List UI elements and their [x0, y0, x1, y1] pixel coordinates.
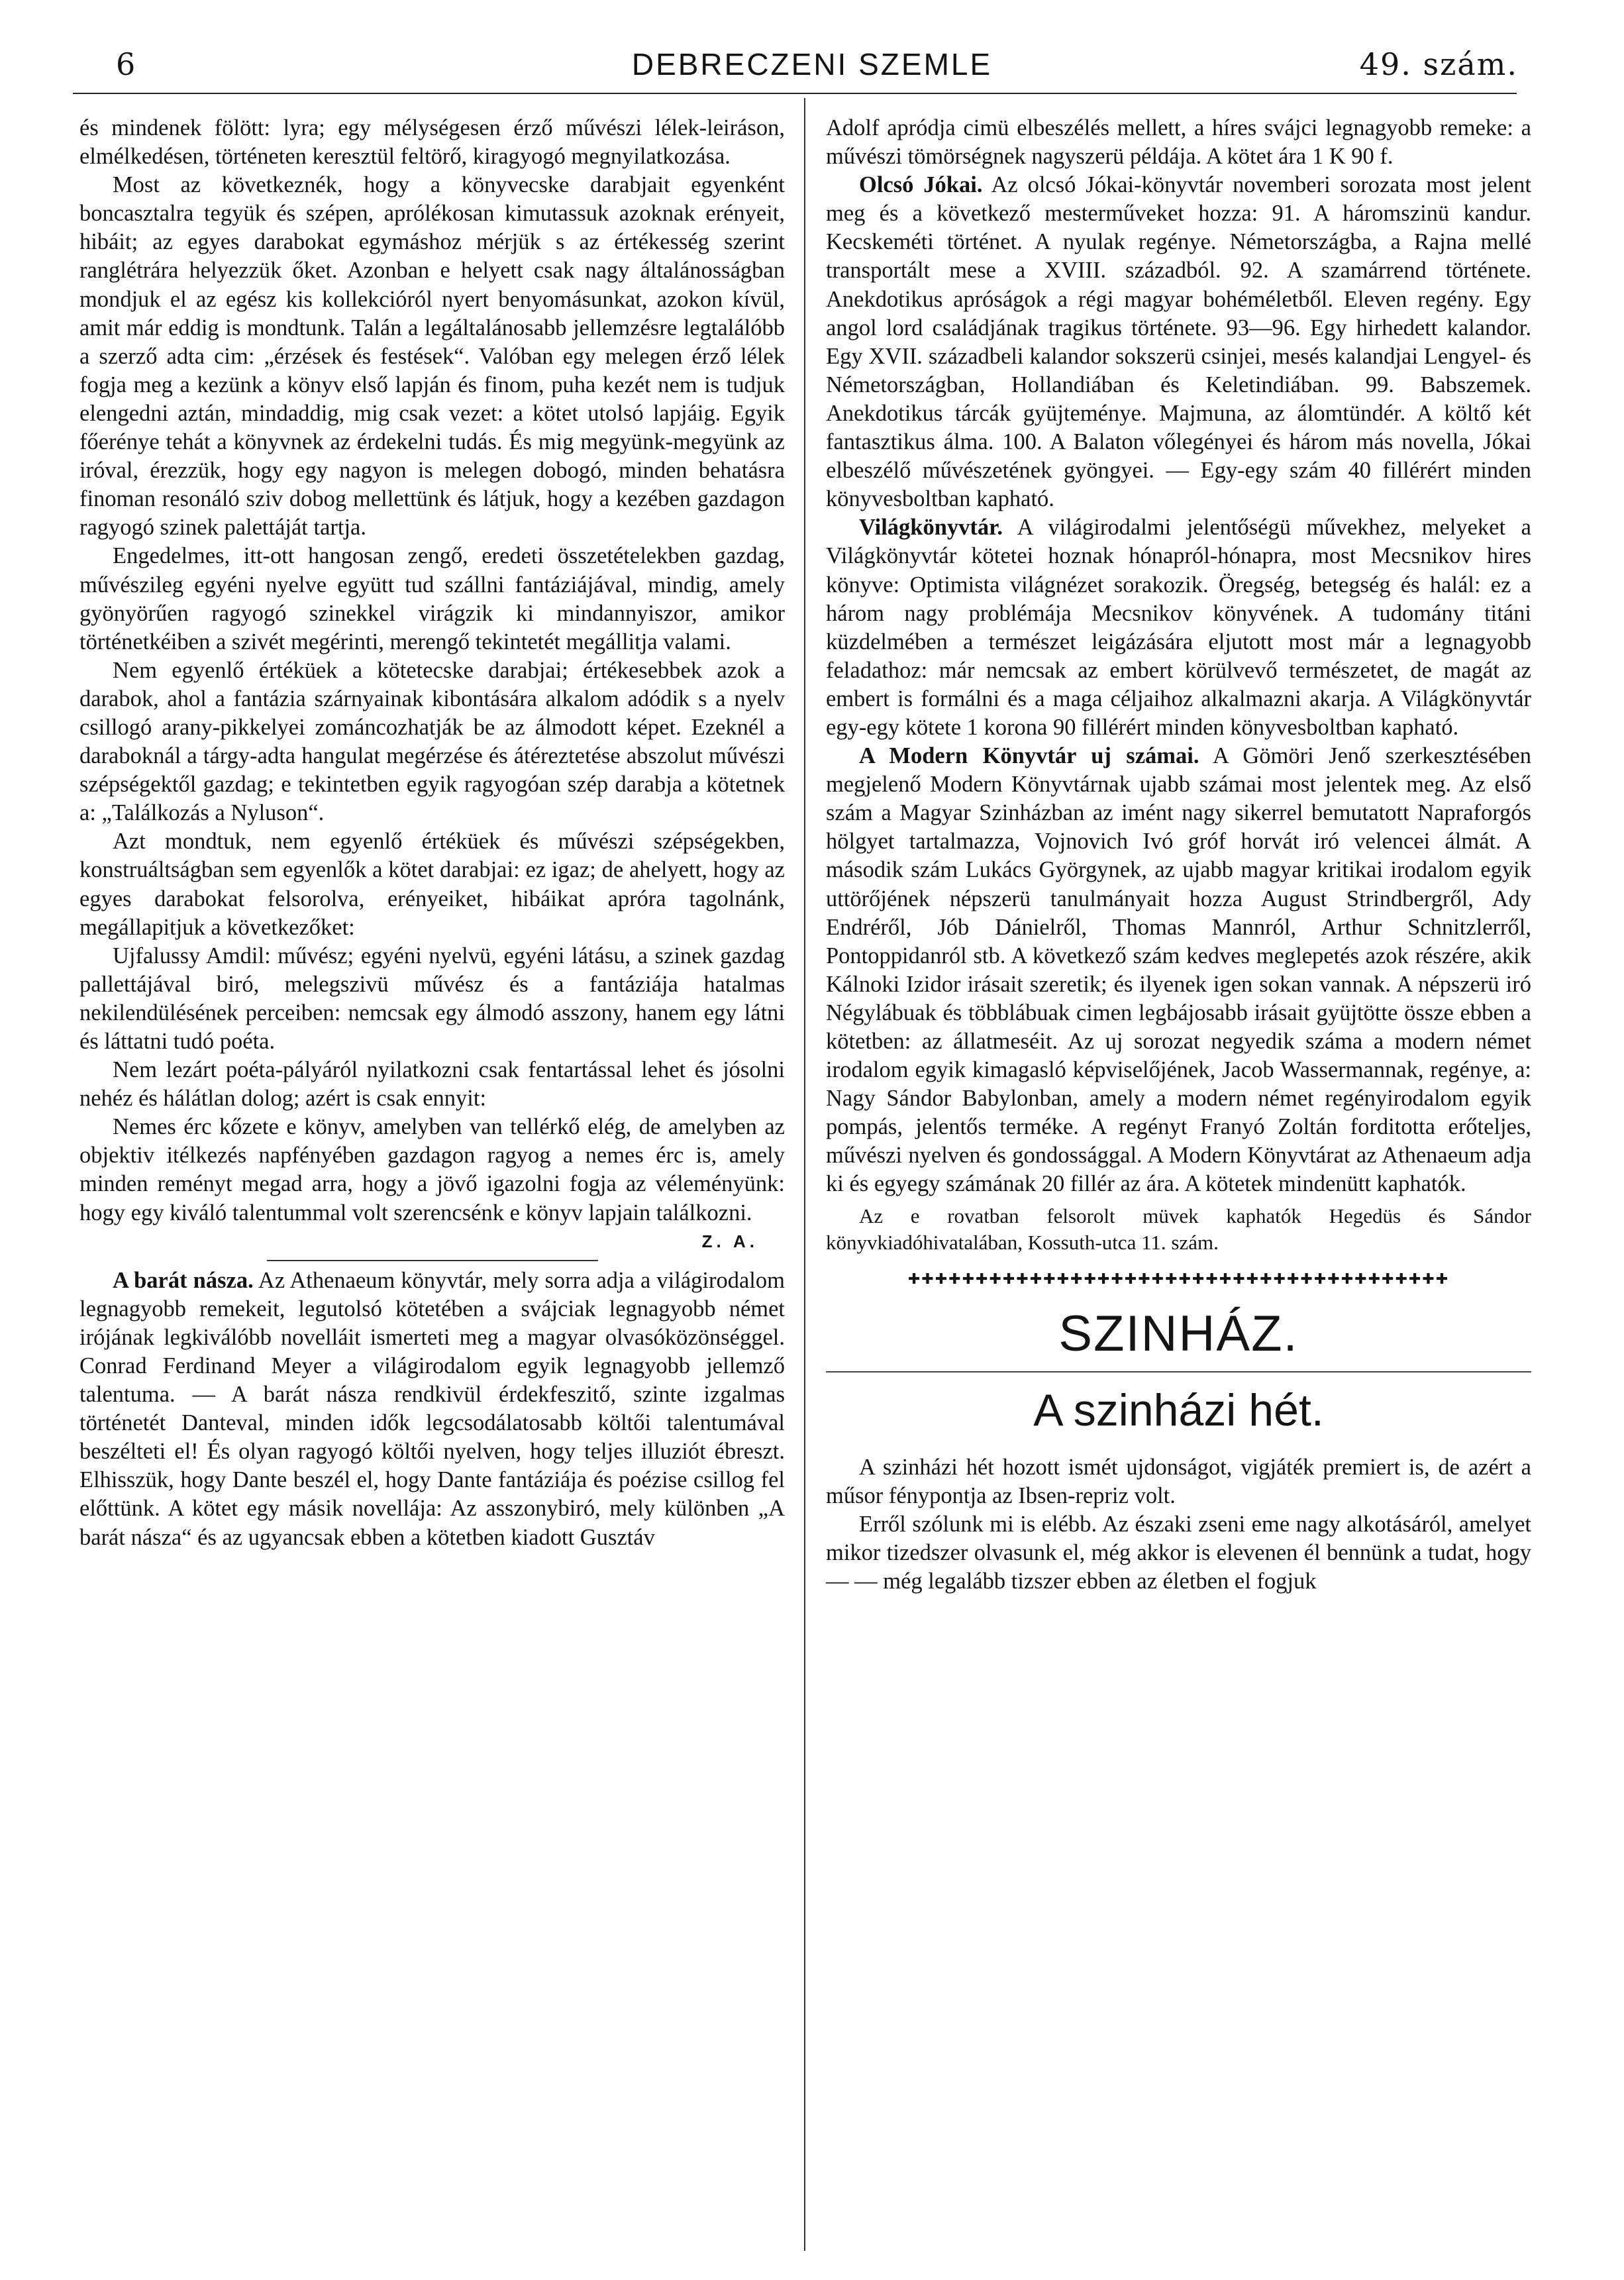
paragraph-text: Az olcsó Jókai-könyvtár novemberi sorozata most jelent meg és a következő mesterműveket hozza: 91. A háromszinü kandur. Kecskeméti történet. A nyulak regénye. Németországba, a Rajna mellé transportált mese a XVIII. századból. 92. A szamárrend története. Anekdotikus apróságok a régi magyar bohéméletből. Eleven regény. Egy angol lord családjának tragikus története. 93—96. Egy hirhedett kalandor. Egy XVII. századbeli kalandor sokszerü csinjei, mesés kalandjai Lengyel- és Németországban, Hollandiában és Keletindiában. 99. Babszemek. Anekdotikus tárcák gyüjteménye. Majmuna, az álomtündér. A költő két fantasztikus álma. 100. A Balaton vőlegényei és három más novella, Jókai elbeszélő művészetének gyöngyei. — Egy-egy szám 40 fillérért minden könyvesboltban kapható.: [826, 172, 1531, 512]
review-heading: Olcsó Jókai.: [859, 172, 983, 198]
paragraph: Ujfalussy Amdil: művész; egyéni nyelvü, egyéni látásu, a szinek gazdag pallettájával biró, melegszivü művész és a fantáziája hatalmas nekilendülésének perceiben: nemcsak egy álmodó asszony, hanem egy látni és láttatni tudó poéta.: [79, 943, 785, 1054]
left-column: [79, 114, 785, 1552]
issue-number: 49. szám.: [1359, 46, 1518, 82]
author-signature: Z. A.: [701, 1231, 758, 1251]
review-heading: A barát násza.: [113, 1267, 254, 1293]
paragraph: Nemes érc kőzete e könyv, amelyben van tellérkő elég, de amelyben az objektiv itélkezés napfényében gazdagon ragyog a nemes érc is, amely minden reményt megad arra, hogy a jövő igazolni fogja az véleményünk: hogy egy kiváló talentummal volt szerencsénk e könyv lapjain találkozni.: [79, 1114, 785, 1225]
ornamental-divider: ✚✚✚✚✚✚✚✚✚✚✚✚✚✚✚✚✚✚✚✚✚✚✚✚✚✚✚✚✚✚✚✚✚✚✚✚✚✚✚✚: [907, 1270, 1450, 1287]
paragraph: Nem lezárt poéta-pályáról nyilatkozni csak fentartással lehet és jósolni nehéz és hálátlan dolog; azért is csak ennyit:: [79, 1057, 785, 1112]
header-rule: [73, 93, 1517, 94]
review-heading: A Modern Könyvtár uj számai.: [859, 743, 1199, 769]
section-subtitle: A szinházi hét.: [1033, 1384, 1324, 1435]
section-title: SZINHÁZ.: [1058, 1305, 1299, 1362]
section-rule: [826, 1371, 1531, 1373]
paragraph: Nem egyenlő értéküek a kötetecske darabjai; értékesebbek azok a darabok, ahol a fantázia szárnyainak kibontására alkalom adódik s a nyelv csillogó arany-pikkelyei zománcozhatják be az álmodott képet. Ezeknél a daraboknál a tárgy-adta hangulat megérzése és átéreztetése abszolut művészi szépségektől gazdag; e tekintetben egyik ragyogóan szép darabja a kötetnek a: „Találkozás a Nyluson“.: [79, 657, 785, 826]
paragraph: A szinházi hét hozott ismét ujdonságot, vigjáték premiert is, de azért a műsor fénypontja az Ibsen-repriz volt.: [826, 1454, 1531, 1508]
paragraph: Engedelmes, itt-ott hangosan zengő, eredeti összetételekben gazdag, művészileg egyéni nyelve együtt tud szállni fantáziájával, mindig, amely gyönyörűen ragyogó szinekkel virágzik ki mindannyiszor, amikor történetkéiben a szivét megérinti, merengő tekintetét megállitja valami.: [79, 543, 785, 654]
availability-note: Az e rovatban felsorolt müvek kaphatók Hegedüs és Sándor könyvkiadóhivatalában, Kossuth-utca 11. szám.: [826, 1204, 1531, 1254]
paragraph: Most az következnék, hogy a könyvecske darabjait egyenként boncasztalra tegyük és szépen, aprólékosan kimutassuk azoknak erényeit, hibáit; az egyes darabokat egymáshoz mérjük s az értékesség szerint ranglétrára helyezzük őket. Azonban e helyett csak nagy általánosságban mondjuk el az egész kis kollekcióról nyert benyomásunkat, azokon kívül, amit már eddig is mondtunk. Talán a legáltalánosabb jellemzésre legtalálóbb a szerző adta cim: „érzések és festések“. Valóban egy melegen érző lélek fogja meg a kezünk a könyv első lapján és finom, puha kezét nem is tudjuk elengedni aztán, mindaddig, mig csak vezet: a kötet utolsó lapjáig. Egyik főerénye tehát a könyvnek az érdekelni tudás. És mig megyünk-megyünk az iróval, érezzük, hogy egy nagyon is melegen dobogó, minden behatásra finoman resonáló sziv dobog mellettünk és látjuk, hogy a kezében gazdagon ragyogó szinek palettáját tartja.: [79, 172, 785, 541]
paragraph: [79, 1267, 785, 1552]
right-column: [826, 114, 1531, 1596]
review-heading: Világkönyvtár.: [859, 515, 1003, 541]
paragraph-text: A Gömöri Jenő szerkesztésében megjelenő Modern Könyvtárnak ujabb számai most jelentek meg. Az első szám a Magyar Szinházban az imént nagy sikerrel bemutatott Napraforgós hölgyet tartalmazza, Vojnovich Ivó gróf horvát iró velencei álmát. A második szám Lukács Györgynek, az ujabb magyar kritikai irodalom egyik uttörőjének népszerü tanulmányait hozza August Strindbergről, Ady Endréről, Jób Dánielről, Thomas Mannról, Arthur Schnitzlerről, Pontoppidanról stb. A következő szám kedves meglepetés azok részére, akik Kálnoki Izidor irásait szeretik; és ilyenek igen sokan vannak. A népszerü iró Négylábuak és többlábuak cimen legbájosabb irásait gyüjtötte össze ebben a kötetben: az állatmeséit. Az uj sorozat negyedik száma a modern német irodalom egyik kimagasló képviselőjének, Jacob Wassermannak, regénye, a: Nagy Sándor Babylonban, amely a modern német regényirodalom egyik pompás, jelentős terméke. A regényt Franyó Zoltán forditotta erőteljes, művészi nyelven és gondossággal. A Modern Könyvtárat az Athenaeum adja ki és egyegy számának 20 fillér az ára. A kötetek mindenütt kaphatók.: [826, 743, 1531, 1197]
paragraph: [826, 513, 1531, 742]
column-divider: [804, 98, 805, 2251]
paragraph: Azt mondtuk, nem egyenlő értéküek és művészi szépségekben, konstruáltságban sem egyenlők a kötet darabjai: ez igaz; de ahelyett, hogy az egyes darabokat felsorolva, erényeiket, hibáikat apróra tagolnánk, megállapitjuk a következőket:: [79, 829, 785, 940]
page-number: 6: [116, 46, 137, 82]
paragraph: Adolf apródja cimü elbeszélés mellett, a híres svájci legnagyobb remeke: a művészi tömörségnek nagyszerü példája. A kötet ára 1 K 90 f.: [826, 115, 1531, 170]
journal-title: DEBRECZENI SZEMLE: [631, 47, 993, 81]
paragraph: [826, 171, 1531, 513]
paragraph-text: Az Athenaeum könyvtár, mely sorra adja a világirodalom legnagyobb remekeit, legutolsó kötetében a svájciak legnagyobb német irójának legkiválóbb novelláit ismerteti meg a magyar olvasóközönséggel. Conrad Ferdinand Meyer a világirodalom egyik legnagyobb jellemző talentuma. — A barát násza rendkivül érdekfeszitő, szinte izgalmas történetét Danteval, minden idők legcsodálatosabb költői talentumával beszélteti el! És olyan ragyogó költői nyelven, hogy teljes illuziót ébreszt. Elhisszük, hogy Dante beszél el, hogy Dante fantáziája és poézise csillog fel előttünk. A kötet egy másik novellája: Az asszonybiró, mely különben „A barát násza“ és az ugyancsak ebben a kötetben kiadott Gusztáv: [79, 1267, 785, 1550]
paragraph: [826, 742, 1531, 1199]
paragraph: Erről szólunk mi is elébb. Az északi zseni eme nagy alkotásáról, amelyet mikor tizedszer olvasunk el, még akkor is elevenen él bennünk a tudat, hogy — — még legalább tizszer ebben az életben el fogjuk: [826, 1511, 1531, 1594]
paragraph: és mindenek fölött: lyra; egy mélységesen érző művészi lélek-leiráson, elmélkedésen, történeten keresztül feltörő, kiragyogó megnyilatkozása.: [79, 115, 785, 170]
review-separator: [267, 1260, 598, 1261]
paragraph-text: A világirodalmi jelentőségü művekhez, melyeket a Világkönyvtár kötetei hoznak hónapról-hónapra, most Mecsnikov hires könyve: Optimista világnézet sorakozik. Öregség, betegség és halál: ez a három nagy problémája Mecsnikov könyvének. A tudomány titáni küzdelmében a természet leigázására eljutott most már a legnagyobb feladathoz: már nemcsak az embert körülvevő természetet, de magát az embert is formálni és a maga céljaihoz alkalmazni akarja. A Világkönyvtár egy-egy kötete 1 korona 90 fillérért minden könyvesboltban kapható.: [826, 515, 1531, 740]
